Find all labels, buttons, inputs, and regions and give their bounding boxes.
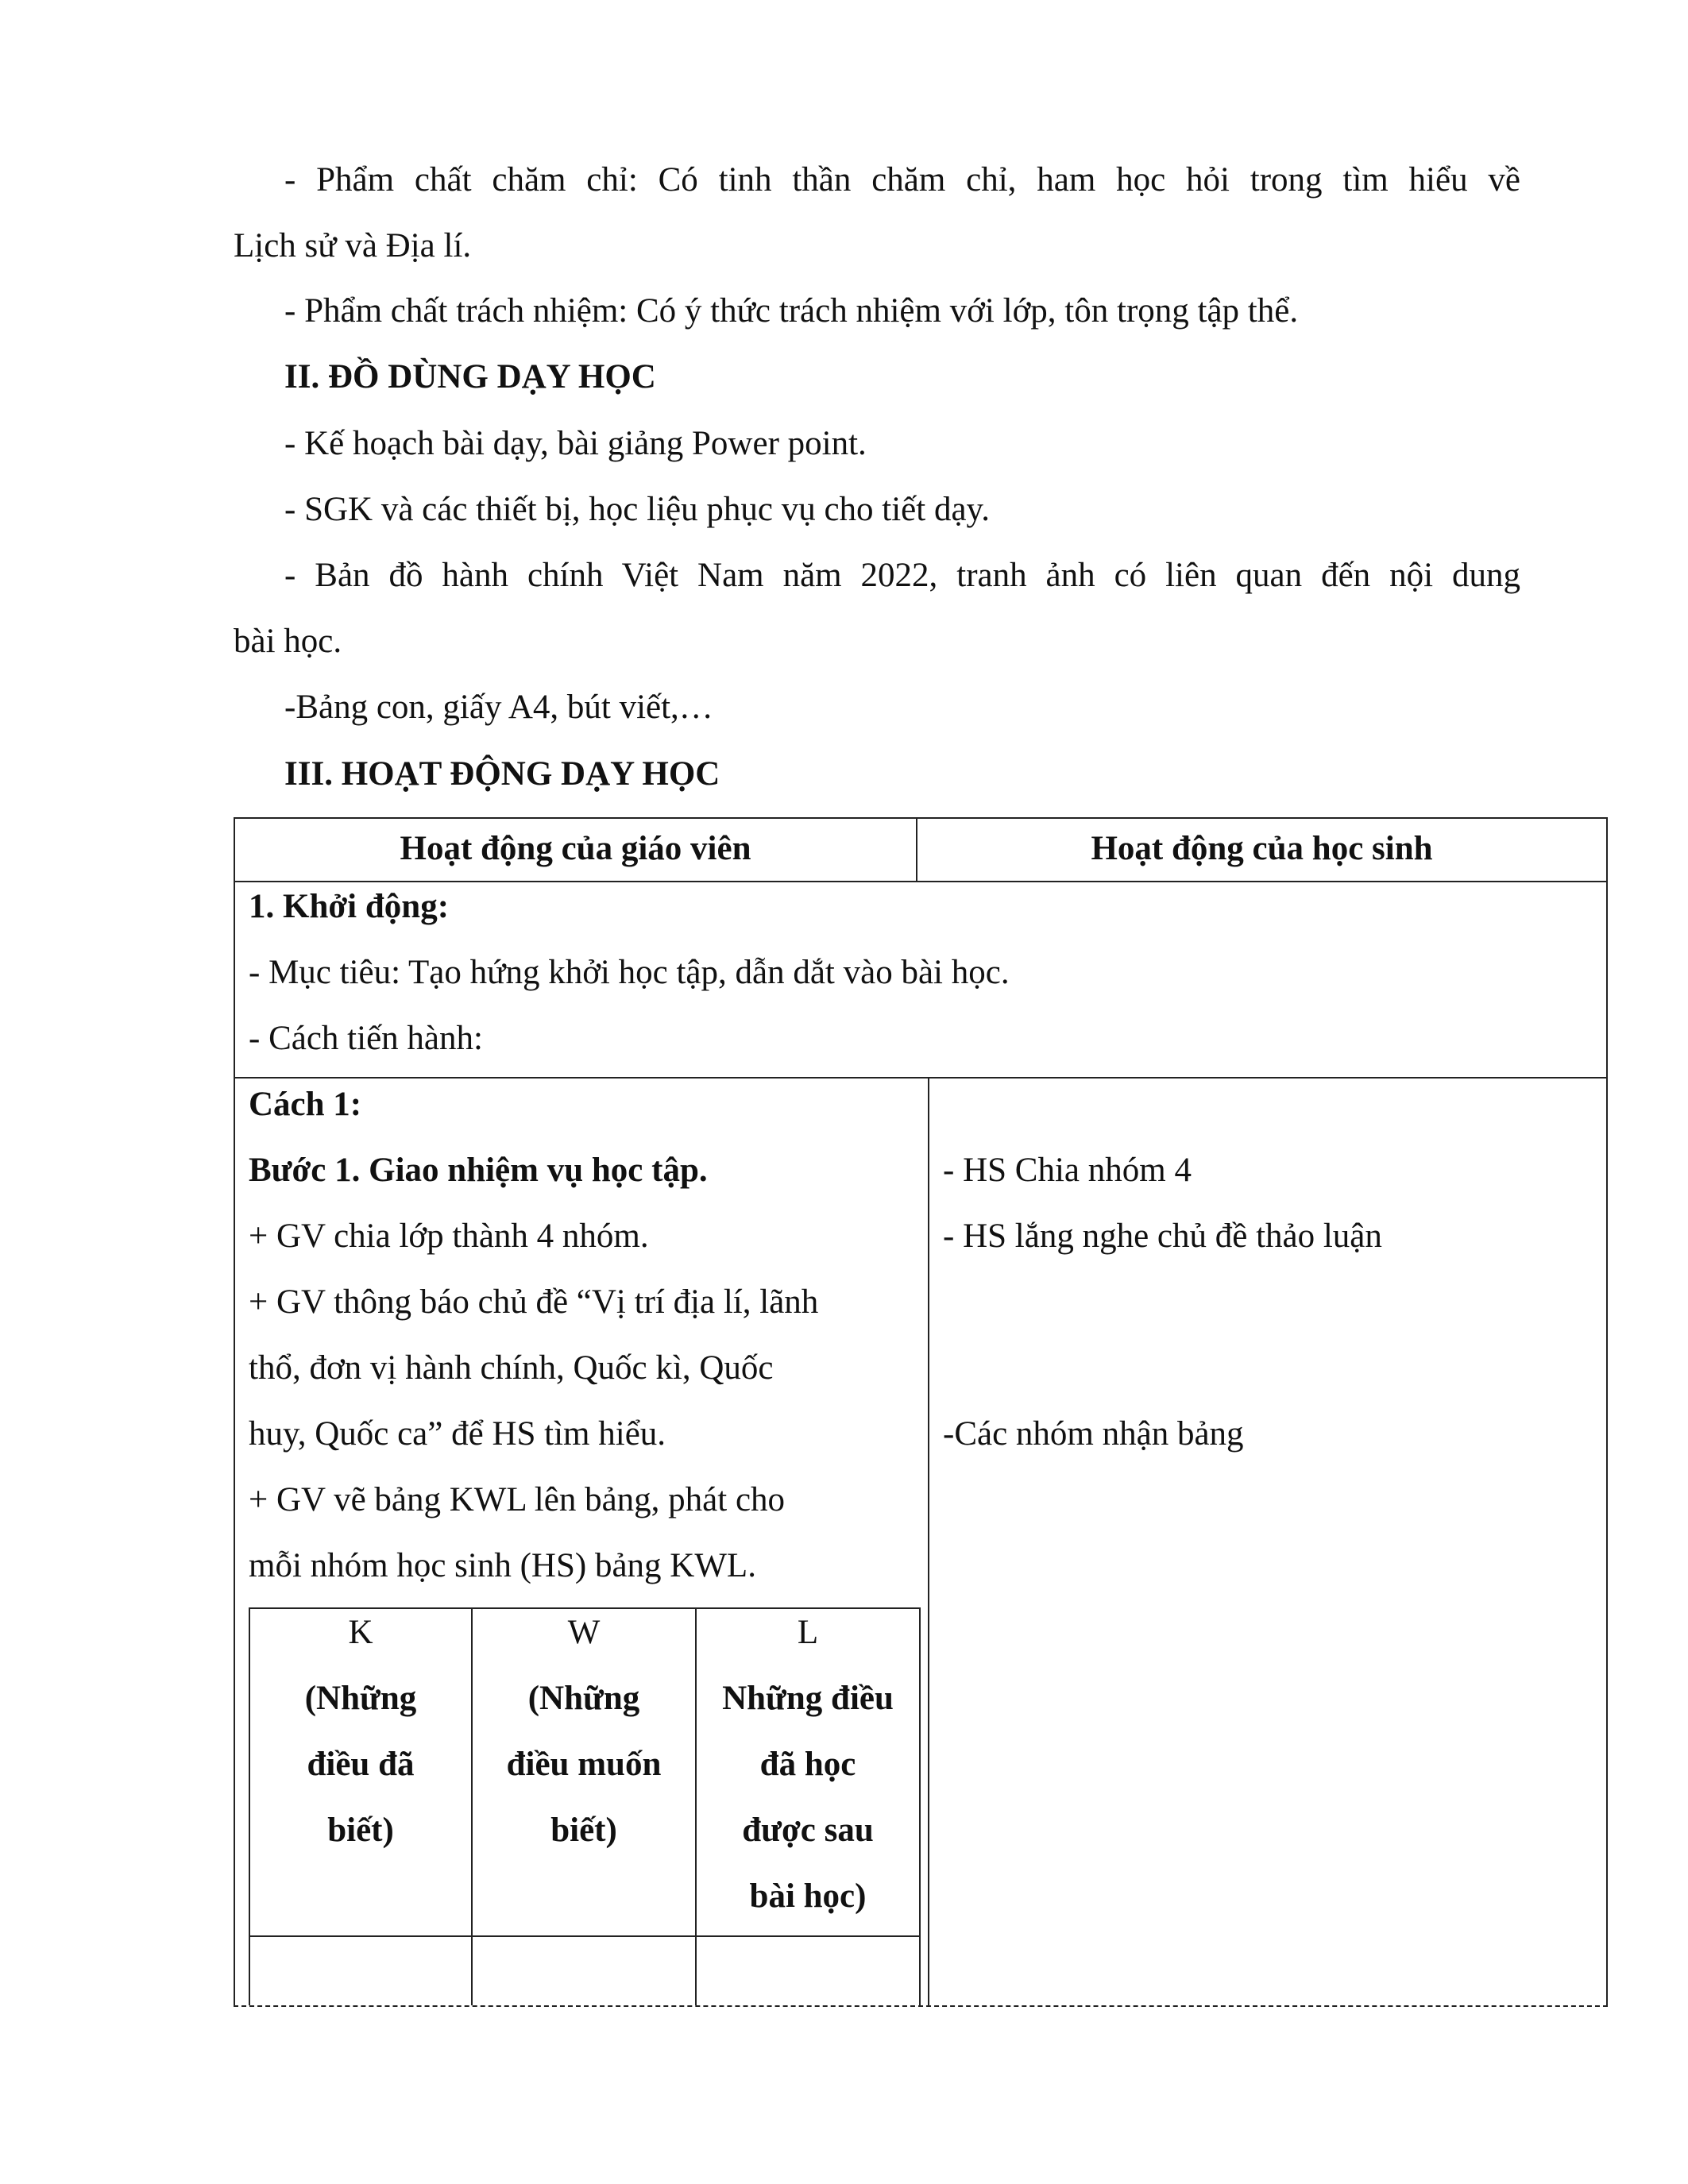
header-teacher-activity: Hoạt động của giáo viên — [400, 830, 751, 867]
student-step: - HS lắng nghe chủ đề thảo luận — [943, 1217, 1382, 1255]
muc-tieu: - Mục tiêu: Tạo hứng khởi học tập, dẫn dắt vào bài học. — [249, 954, 1010, 991]
list-item-continuation: bài học. — [234, 623, 342, 660]
kwl-l-desc: đã học — [759, 1746, 856, 1783]
table-column-divider — [928, 1077, 929, 2007]
kwl-k-desc: điều đã — [307, 1746, 415, 1783]
table-khoi-dong-divider — [234, 1077, 1608, 1078]
student-step: -Các nhóm nhận bảng — [943, 1415, 1244, 1453]
table-border-right — [1606, 817, 1608, 2007]
paragraph-pham-chat-trach-nhiem: - Phẩm chất trách nhiệm: Có ý thức trách nhiệm với lớp, tôn trọng tập thể. — [284, 292, 1299, 330]
kwl-l-desc: được sau — [742, 1812, 874, 1849]
kwl-w-letter: W — [567, 1614, 601, 1651]
paragraph-continuation: Lịch sử và Địa lí. — [234, 227, 472, 264]
kwl-l-desc: bài học) — [749, 1877, 867, 1915]
buoc-1-label: Bước 1. Giao nhiệm vụ học tập. — [249, 1152, 708, 1189]
teacher-step: + GV chia lớp thành 4 nhóm. — [249, 1217, 649, 1255]
section-heading-do-dung: II. ĐỒ DÙNG DẠY HỌC — [284, 358, 656, 396]
student-step: - HS Chia nhóm 4 — [943, 1152, 1192, 1189]
kwl-w-desc: điều muốn — [506, 1746, 662, 1783]
table-border-left — [234, 817, 235, 2007]
table-page-break — [234, 2005, 1608, 2007]
khoi-dong-title: 1. Khởi động: — [249, 888, 450, 925]
kwl-k-desc: (Những — [304, 1680, 417, 1717]
kwl-k-desc: biết) — [327, 1812, 394, 1849]
list-item: - Bản đồ hành chính Việt Nam năm 2022, tranh ảnh có liên quan đến nội dung — [284, 557, 1520, 594]
teacher-step: + GV vẽ bảng KWL lên bảng, phát cho — [249, 1481, 786, 1518]
list-item: - Kế hoạch bài dạy, bài giảng Power point. — [284, 425, 867, 462]
list-item: -Bảng con, giấy A4, bút viết,… — [284, 689, 713, 726]
cach-tien-hanh: - Cách tiến hành: — [249, 1020, 483, 1057]
teacher-step: thổ, đơn vị hành chính, Quốc kì, Quốc — [249, 1349, 774, 1387]
paragraph-pham-chat-cham-chi: - Phẩm chất chăm chỉ: Có tinh thần chăm chỉ, ham học hỏi trong tìm hiểu về — [284, 161, 1520, 199]
kwl-w-desc: biết) — [550, 1812, 617, 1849]
kwl-w-desc: (Những — [527, 1680, 640, 1717]
teacher-step: mỗi nhóm học sinh (HS) bảng KWL. — [249, 1547, 756, 1584]
cach-1-label: Cách 1: — [249, 1086, 362, 1123]
header-student-activity: Hoạt động của học sinh — [1091, 830, 1433, 867]
list-item: - SGK và các thiết bị, học liệu phục vụ cho tiết dạy. — [284, 491, 991, 528]
kwl-k-letter: K — [348, 1614, 373, 1651]
kwl-border-right — [919, 1607, 921, 2005]
teacher-step: huy, Quốc ca” để HS tìm hiểu. — [249, 1415, 666, 1453]
section-heading-hoat-dong: III. HOẠT ĐỘNG DẠY HỌC — [284, 755, 720, 793]
teacher-step: + GV thông báo chủ đề “Vị trí địa lí, lãnh — [249, 1283, 819, 1321]
kwl-l-letter: L — [797, 1614, 819, 1651]
kwl-header-divider — [249, 1935, 921, 1937]
kwl-l-desc: Những điều — [722, 1680, 894, 1717]
